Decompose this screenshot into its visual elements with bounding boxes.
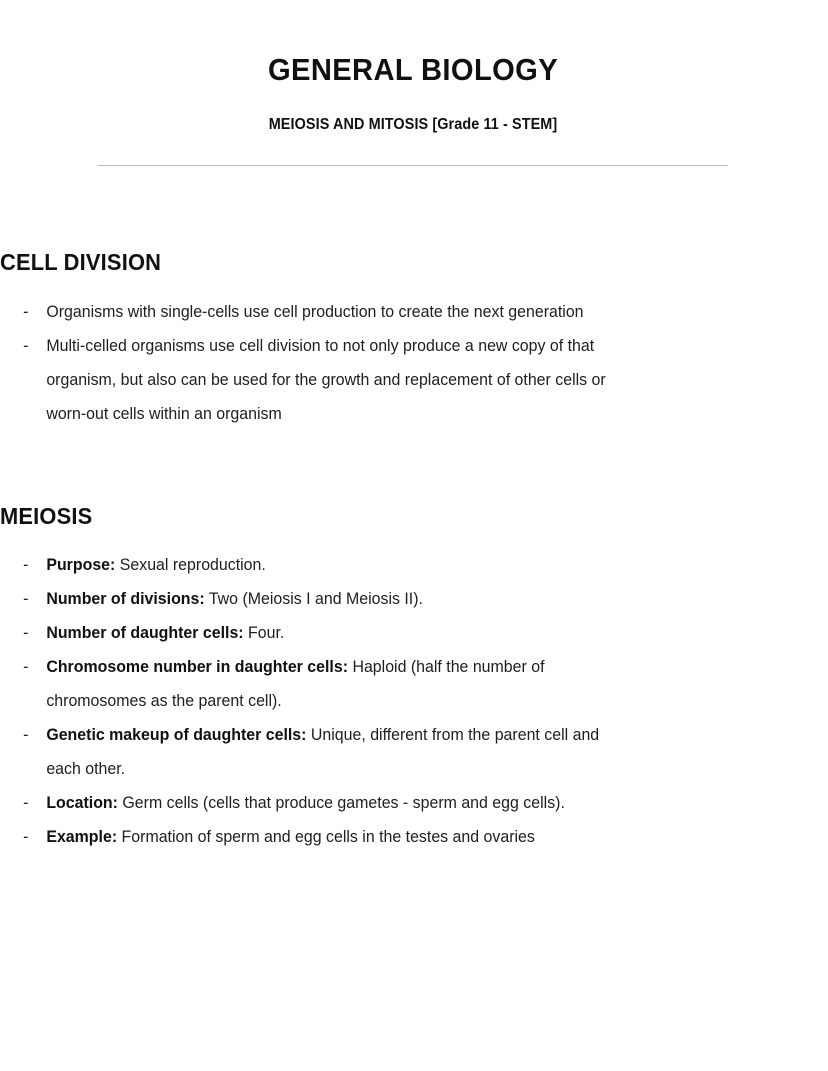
list-item-text: Formation of sperm and egg cells in the testes and ovaries: [121, 828, 535, 846]
list-item: [0, 718, 608, 786]
list-item-text: Haploid (half the number of chromosomes as the parent cell).: [46, 658, 545, 710]
bullet-list-cell-division: [0, 295, 630, 431]
section-cell-division: [0, 247, 630, 431]
section-heading-meiosis: MEIOSIS: [0, 503, 93, 529]
bullet-dash-marker: -: [23, 794, 29, 812]
list-item-text: Sexual reproduction.: [119, 556, 266, 574]
list-item-text: Organisms with single-cells use cell production to create the next generation: [46, 303, 584, 321]
list-item-label: Example:: [46, 828, 118, 846]
list-item-label: Genetic makeup of daughter cells:: [46, 726, 307, 744]
bullet-dash-marker: -: [23, 624, 29, 642]
list-item-text: Four.: [248, 624, 285, 642]
list-item: [0, 329, 608, 431]
list-item-label: Chromosome number in daughter cells:: [46, 658, 349, 676]
list-item-text: Unique, different from the parent cell and each other.: [46, 726, 600, 778]
bullet-dash-marker: -: [23, 590, 29, 608]
bullet-dash-marker: -: [23, 303, 29, 321]
section-heading-cell-division: CELL DIVISION: [0, 249, 162, 275]
list-item: [0, 295, 608, 329]
bullet-dash-marker: -: [23, 658, 29, 676]
bullet-list-meiosis: [0, 548, 630, 854]
document-header: [98, 0, 728, 136]
bullet-dash-marker: -: [23, 726, 29, 744]
list-item: [0, 582, 608, 616]
document-subtitle: MEIOSIS AND MITOSIS [Grade 11 - STEM]: [268, 116, 558, 133]
list-item: [0, 548, 608, 582]
list-item-text: Multi-celled organisms use cell division to not only produce a new copy of that organism, but also can be used for the growth and replacement of other cells or worn-out cells within an organism: [46, 337, 606, 423]
list-item-label: Purpose:: [46, 556, 116, 574]
list-item-text: Germ cells (cells that produce gametes - sperm and egg cells).: [122, 794, 565, 812]
list-item-label: Number of divisions:: [46, 590, 205, 608]
list-item: [0, 786, 608, 820]
list-item-label: Location:: [46, 794, 118, 812]
list-item: [0, 616, 608, 650]
document-title: GENERAL BIOLOGY: [267, 52, 559, 87]
bullet-dash-marker: -: [23, 337, 29, 355]
list-item-label: Number of daughter cells:: [46, 624, 244, 642]
list-item-text: Two (Meiosis I and Meiosis II).: [208, 590, 423, 608]
bullet-dash-marker: -: [23, 828, 29, 846]
list-item: [0, 650, 608, 718]
list-item: [0, 820, 608, 854]
section-meiosis: [0, 501, 630, 854]
header-divider: [98, 165, 728, 166]
bullet-dash-marker: -: [23, 556, 29, 574]
